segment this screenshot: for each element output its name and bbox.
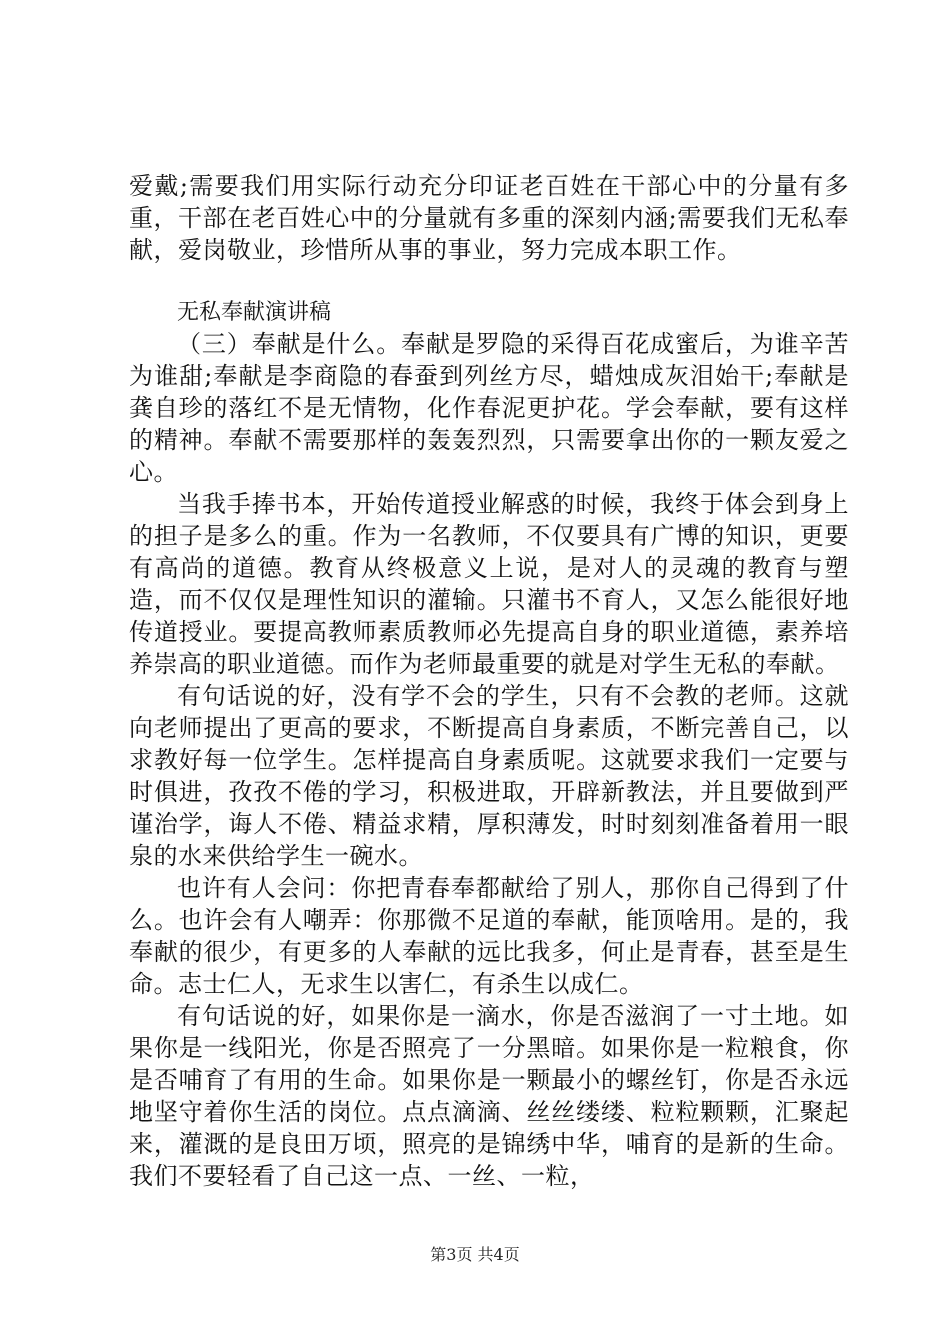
section-heading: 无私奉献演讲稿 <box>177 300 332 325</box>
paragraph: （三）奉献是什么。奉献是罗隐的采得百花成蜜后，为谁辛苦为谁甜;奉献是李商隐的春蚕到列丝方尽，蜡烛成灰泪始干;奉献是龚自珍的落红不是无情物，化作春泥更护花。学会奉献，要有这样的精神。奉献不需要那样的轰轰烈烈，只需要拿出你的一颗友爱之心。 <box>129 330 849 486</box>
paragraph-continuation: 爱戴;需要我们用实际行动充分印证老百姓在干部心中的分量有多重，干部在老百姓心中的分量就有多重的深刻内涵;需要我们无私奉献，爱岗敬业，珍惜所从事的事业，努力完成本职工作。 <box>129 172 849 264</box>
paragraph: 当我手捧书本，开始传道授业解惑的时候，我终于体会到身上的担子是多么的重。作为一名教师，不仅要具有广博的知识，更要有高尚的道德。教育从终极意义上说，是对人的灵魂的教育与塑造，而不仅仅是理性知识的灌输。只灌书不育人，又怎么能很好地传道授业。要提高教师素质教师必先提高自身的职业道德，素养培养崇高的职业道德。而作为老师最重要的就是对学生无私的奉献。 <box>129 490 849 678</box>
paragraph: 有句话说的好，如果你是一滴水，你是否滋润了一寸土地。如果你是一线阳光，你是否照亮了一分黑暗。如果你是一粒粮食，你是否哺育了有用的生命。如果你是一颗最小的螺丝钉，你是否永远地坚守着你生活的岗位。点点滴滴、丝丝缕缕、粒粒颗颗，汇聚起来，灌溉的是良田万顷，照亮的是锦绣中华，哺育的是新的生命。我们不要轻看了自己这一点、一丝、一粒， <box>129 1002 849 1190</box>
page-number-footer: 第3页 共4页 <box>430 1245 520 1264</box>
document-body <box>129 170 849 1192</box>
paragraph: 也许有人会问：你把青春奉都献给了别人，那你自己得到了什么。也许会有人嘲弄：你那微不足道的奉献，能顶啥用。是的，我奉献的很少，有更多的人奉献的远比我多，何止是青春，甚至是生命。志士仁人，无求生以害仁，有杀生以成仁。 <box>129 874 849 998</box>
paragraph: 有句话说的好，没有学不会的学生，只有不会教的老师。这就向老师提出了更高的要求，不断提高自身素质，不断完善自己，以求教好每一位学生。怎样提高自身素质呢。这就要求我们一定要与时俱进，孜孜不倦的学习，积极进取，开辟新教法，并且要做到严谨治学，诲人不倦、精益求精，厚积薄发，时时刻刻准备着用一眼泉的水来供给学生一碗水。 <box>129 682 849 870</box>
